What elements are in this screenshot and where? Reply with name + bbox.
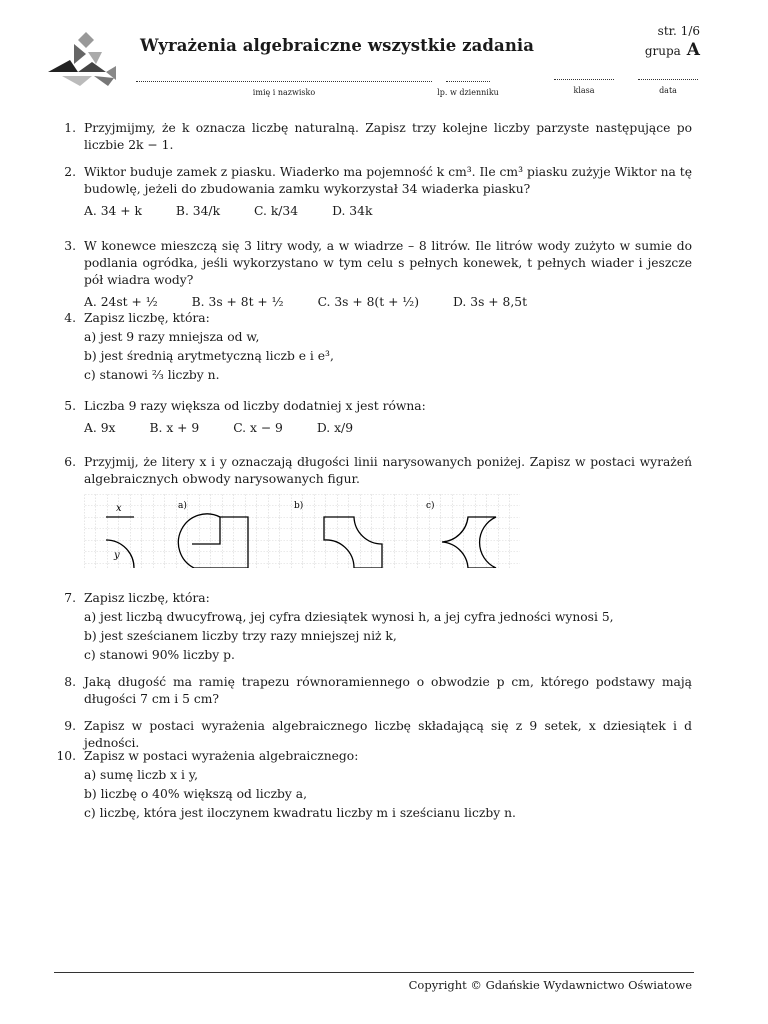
footer-copyright: Copyright © Gdańskie Wydawnictwo Oświatowe xyxy=(408,978,692,992)
question-text: Przyjmijmy, że k oznacza liczbę naturalną. Zapisz trzy kolejne liczby parzyste następujące po liczbie 2k − 1. xyxy=(84,121,692,152)
question-number: 4. xyxy=(64,311,76,325)
question-number: 2. xyxy=(64,165,76,179)
answer-option-c[interactable]: C. 3s + 8(t + ½) xyxy=(317,295,420,309)
question-2 xyxy=(56,164,692,220)
answer-option-b[interactable]: B. 34/k xyxy=(175,204,221,218)
figure-label-c: c) xyxy=(426,501,435,511)
footer-divider xyxy=(54,972,694,973)
name-field-label: imię i nazwisko xyxy=(252,88,316,97)
publisher-logo-icon xyxy=(48,30,116,88)
page-number: str. 1/6 xyxy=(657,24,700,38)
question-text: Wiktor buduje zamek z piasku. Wiaderko ma pojemność k cm³. Ile cm³ piasku zużyje Wiktor na tę budowlę, jeżeli do zbudowania zamku wykorzystał 34 wiaderka piasku? xyxy=(84,165,692,196)
question-number: 5. xyxy=(64,399,76,413)
question-text: Przyjmij, że litery x i y oznaczają długości linii narysowanych poniżej. Zapisz w postaci wyrażeń algebraicznych obwody narysowanych figur. xyxy=(84,455,692,486)
figures-grid xyxy=(84,494,520,568)
question-text: Liczba 9 razy większa od liczby dodatniej x jest równa: xyxy=(84,399,426,413)
class-field-label: klasa xyxy=(573,86,595,95)
question-number: 9. xyxy=(64,719,76,733)
question-1 xyxy=(56,120,692,154)
answer-option-d[interactable]: D. x/9 xyxy=(316,421,354,435)
date-field-label: data xyxy=(659,86,677,95)
sub-item: a) jest 9 razy mniejsza od w, xyxy=(84,330,260,344)
question-number: 1. xyxy=(64,121,76,135)
answer-option-a[interactable]: A. 9x xyxy=(84,421,116,435)
answer-option-a[interactable]: A. 24st + ½ xyxy=(84,295,158,309)
question-text: Zapisz w postaci wyrażenia algebraicznego: xyxy=(84,749,359,763)
figure-label-x: x xyxy=(116,503,122,514)
figure-label-a: a) xyxy=(178,501,187,511)
sub-item: c) stanowi ⅔ liczby n. xyxy=(84,368,220,382)
sub-item: b) jest sześcianem liczby trzy razy mniejszej niż k, xyxy=(84,629,397,643)
figure-label-y: y xyxy=(114,550,120,561)
question-number: 3. xyxy=(64,239,76,253)
question-text: Zapisz liczbę, która: xyxy=(84,591,210,605)
question-text: Jaką długość ma ramię trapezu równoramiennego o obwodzie p cm, którego podstawy mają długości 7 cm i 5 cm? xyxy=(84,675,692,706)
question-text: Zapisz w postaci wyrażenia algebraicznego liczbę składającą się z 9 setek, x dziesiątek i d jedności. xyxy=(84,719,692,750)
answer-option-d[interactable]: D. 34k xyxy=(332,204,373,218)
question-number: 6. xyxy=(64,455,76,469)
answer-option-d[interactable]: D. 3s + 8,5t xyxy=(453,295,528,309)
question-5 xyxy=(56,398,692,437)
question-number: 7. xyxy=(64,591,76,605)
class-field-line[interactable] xyxy=(554,78,614,80)
question-7 xyxy=(56,590,692,664)
question-8 xyxy=(56,674,692,708)
answer-option-b[interactable]: B. x + 9 xyxy=(149,421,200,435)
sub-item: b) liczbę o 40% większą od liczby a, xyxy=(84,787,308,801)
sub-item: c) liczbę, która jest iloczynem kwadratu liczby m i sześcianu liczby n. xyxy=(84,806,516,820)
answer-option-c[interactable]: C. k/34 xyxy=(254,204,299,218)
question-3 xyxy=(56,238,692,311)
question-text: W konewce mieszczą się 3 litry wody, a w wiadrze – 8 litrów. Ile litrów wody zużyto w sumie do podlania ogródka, jeśli wykorzystano w tym celu s pełnych konewek, t pełnych wiader i jeszcze pół wiadra wody? xyxy=(84,239,692,287)
group-indicator xyxy=(645,40,700,60)
answer-option-a[interactable]: A. 34 + k xyxy=(84,204,142,218)
question-9 xyxy=(56,718,692,752)
register-number-field-label: lp. w dzienniku xyxy=(437,88,499,97)
register-number-field-line[interactable] xyxy=(446,80,490,82)
group-value: A xyxy=(686,40,700,60)
sub-item: a) jest liczbą dwucyfrową, jej cyfra dziesiątek wynosi h, a jej cyfra jedności wynosi 5, xyxy=(84,610,614,624)
question-number: 10. xyxy=(56,749,76,763)
sub-item: a) sumę liczb x i y, xyxy=(84,768,199,782)
question-4 xyxy=(56,310,692,384)
name-field-line[interactable] xyxy=(136,80,432,82)
question-10 xyxy=(56,748,692,822)
answer-option-b[interactable]: B. 3s + 8t + ½ xyxy=(191,295,284,309)
answer-option-c[interactable]: C. x − 9 xyxy=(233,421,283,435)
group-label: grupa xyxy=(644,44,681,58)
date-field-line[interactable] xyxy=(638,78,698,80)
page-title: Wyrażenia algebraiczne wszystkie zadania xyxy=(140,36,535,55)
sub-item: c) stanowi 90% liczby p. xyxy=(84,648,235,662)
figure-label-b: b) xyxy=(294,501,304,511)
question-text: Zapisz liczbę, która: xyxy=(84,311,210,325)
question-number: 8. xyxy=(64,675,76,689)
question-6 xyxy=(56,454,692,488)
sub-item: b) jest średnią arytmetyczną liczb e i e³, xyxy=(84,349,334,363)
